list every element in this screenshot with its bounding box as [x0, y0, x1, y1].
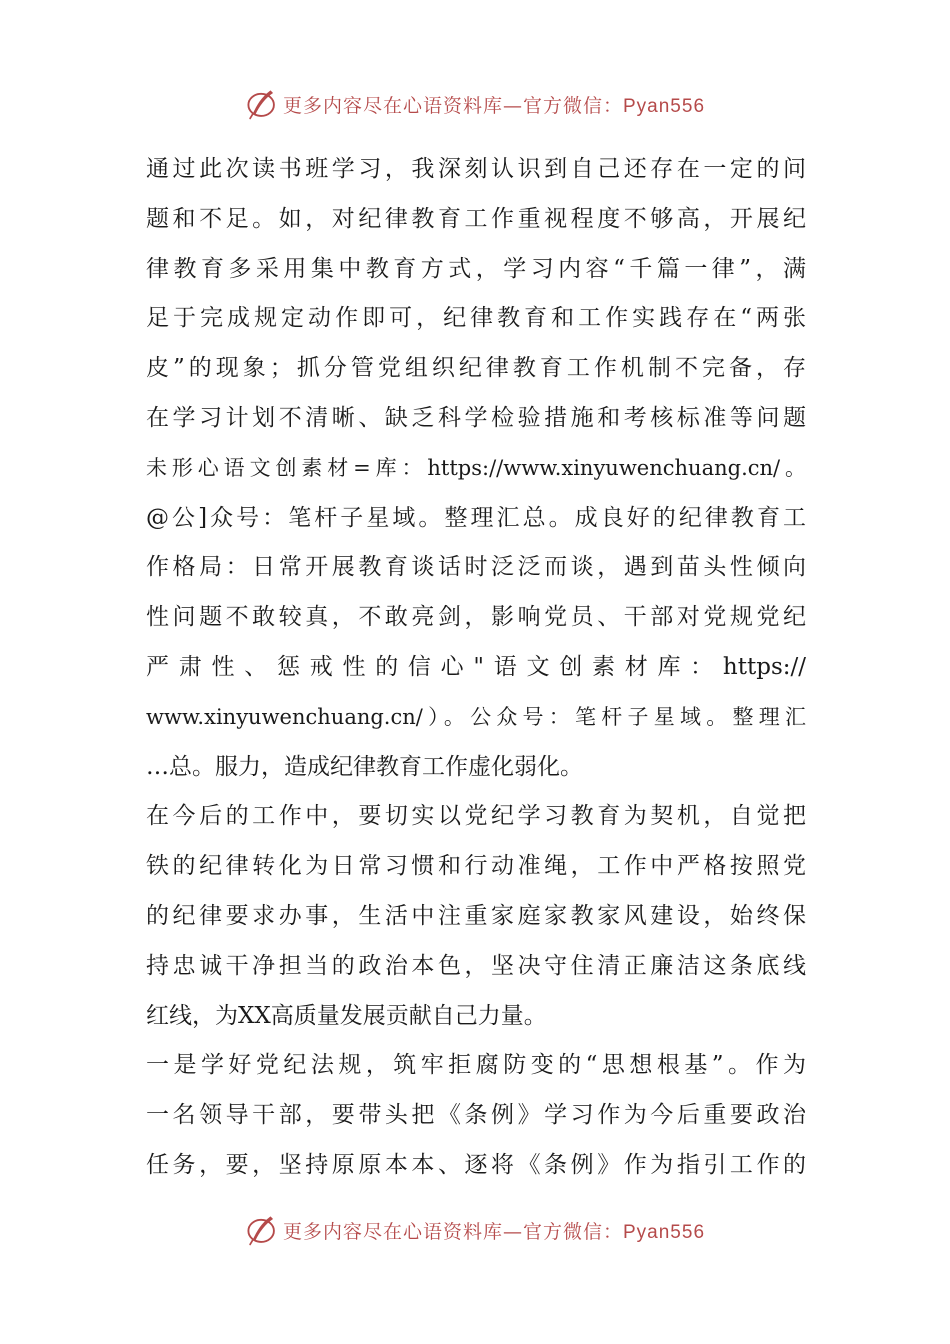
body-line: 律教育多采用集中教育方式，学习内容“千篇一律”，满 — [146, 255, 806, 282]
body-line: 在学习计划不清晰、缺乏科学检验措施和考核标准等问题 — [146, 404, 806, 431]
document-body — [146, 145, 806, 1191]
body-line: 红线，为XX高质量发展贡献自己力量。 — [146, 1002, 547, 1029]
quill-pen-logo-icon — [245, 1213, 279, 1247]
body-line: 题和不足。如，对纪律教育工作重视程度不够高，开展纪 — [146, 205, 806, 232]
body-line: 在今后的工作中，要切实以党纪学习教育为契机，自觉把 — [146, 803, 806, 830]
body-line: 铁的纪律转化为日常习惯和行动准绳，工作中严格按照党 — [146, 853, 806, 880]
body-line: 一是学好党纪法规，筑牢拒腐防变的“思想根基”。作为 — [146, 1052, 806, 1079]
header-banner-text: 更多内容尽在心语资料库—官方微信：Pyan556 — [282, 94, 706, 117]
body-line: …总。服力，造成纪律教育工作虚化弱化。 — [146, 753, 583, 780]
body-line: 皮”的现象；抓分管党组织纪律教育工作机制不完备，存 — [146, 355, 806, 382]
body-line: 一名领导干部，要带头把《条例》学习作为今后重要政治 — [146, 1102, 806, 1129]
body-line: 严肃性、惩戒性的信心"语文创素材库：https:// — [146, 653, 806, 680]
body-line: 持忠诚干净担当的政治本色，坚决守住清正廉洁这条底线 — [146, 952, 806, 979]
body-line: 足于完成规定动作即可，纪律教育和工作实践存在“两张 — [146, 305, 806, 332]
footer-wechat-id: Pyan556 — [623, 1221, 706, 1243]
body-line: 性问题不敢较真，不敢亮剑，影响党员、干部对党规党纪 — [146, 604, 806, 631]
footer-banner — [0, 1210, 950, 1250]
body-line: 通过此次读书班学习，我深刻认识到自己还存在一定的问 — [146, 156, 806, 182]
body-line: 未形心语文创素材=库：https://www.xinyuwenchuang.cn/。 — [146, 455, 806, 480]
body-line: 作格局：日常开展教育谈话时泛泛而谈，遇到苗头性倾向 — [146, 554, 806, 581]
header-wechat-id: Pyan556 — [623, 95, 706, 117]
body-line: www.xinyuwenchuang.cn/）。公众号：笔杆子星域。整理汇 — [146, 704, 806, 729]
header-banner — [0, 84, 950, 124]
quill-pen-logo-icon — [245, 87, 279, 121]
footer-banner-text: 更多内容尽在心语资料库—官方微信：Pyan556 — [282, 1220, 706, 1243]
body-line: 的纪律要求办事，生活中注重家庭家教家风建设，始终保 — [146, 902, 806, 929]
body-line: @公]众号：笔杆子星域。整理汇总。成良好的纪律教育工 — [146, 504, 806, 531]
body-line: 任务，要，坚持原原本本、逐将《条例》作为指引工作的 — [146, 1151, 806, 1178]
